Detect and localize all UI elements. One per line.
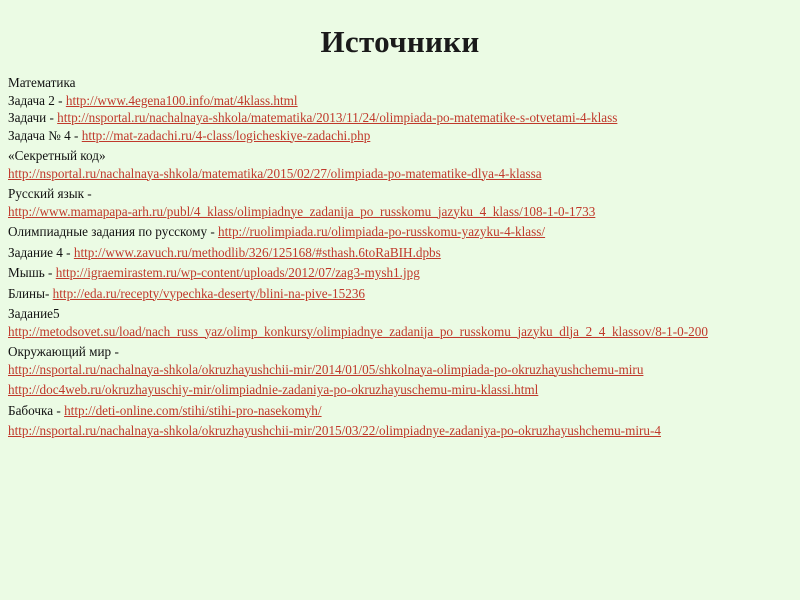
list-item <box>8 127 792 145</box>
list-item <box>8 402 792 420</box>
source-link[interactable]: http://eda.ru/recepty/vypechka-deserty/blini-na-pive-15236 <box>52 285 366 301</box>
source-label: Задача № 4 - <box>8 127 82 143</box>
list-item <box>8 361 792 379</box>
list-item <box>8 305 792 323</box>
page-title: Источники <box>320 24 480 59</box>
source-label: Задача 2 - <box>8 92 66 108</box>
list-item <box>8 109 792 127</box>
source-link[interactable]: http://www.zavuch.ru/methodlib/326/125168/#sthash.6toRaBIH.dpbs <box>73 244 441 260</box>
list-item <box>8 203 792 221</box>
list-item <box>8 74 792 92</box>
source-link[interactable]: http://metodsovet.su/load/nach_russ_yaz/olimp_konkursy/olimpiadnye_zadanija_po_russkomu_jazyku_dlja_2_4_klassov/8-1-0-200 <box>8 323 708 339</box>
source-link[interactable]: http://nsportal.ru/nachalnaya-shkola/matematika/2013/11/24/olimpiada-po-matematike-s-otvetami-4-klass <box>57 110 618 125</box>
list-item <box>8 285 792 303</box>
source-label: «Секретный код» <box>8 148 106 163</box>
list-item <box>8 244 792 262</box>
list-item <box>8 165 792 183</box>
source-link[interactable]: http://igraemirastem.ru/wp-content/uploads/2012/07/zag3-mysh1.jpg <box>55 265 420 280</box>
source-label: Бабочка - <box>8 402 65 418</box>
list-item <box>8 264 792 282</box>
source-link[interactable]: http://doc4web.ru/okruzhayuschiy-mir/olimpiadnie-zadaniya-po-okruzhayuschemu-miru-klassi.html <box>8 382 539 397</box>
source-link[interactable]: http://ruolimpiada.ru/olimpiada-po-russkomu-yazyku-4-klass/ <box>218 224 546 239</box>
source-label: Задачи - <box>8 110 58 125</box>
list-item <box>8 422 792 440</box>
source-label: Задание 4 - <box>8 244 74 260</box>
source-label: Мышь - <box>8 265 56 280</box>
source-label: Окружающий мир - <box>8 344 119 359</box>
source-link[interactable]: http://www.mamapapa-arh.ru/publ/4_klass/olimpiadnye_zadanija_po_russkomu_jazyku_4_klass/108-1-0-1733 <box>8 203 596 219</box>
list-item <box>8 381 792 399</box>
list-item <box>8 185 792 203</box>
list-item <box>8 323 792 341</box>
list-item <box>8 147 792 165</box>
list-item <box>8 92 792 110</box>
source-label: Блины- <box>8 285 53 301</box>
source-link[interactable]: http://nsportal.ru/nachalnaya-shkola/matematika/2015/02/27/olimpiada-po-matematike-dlya-4-klassa <box>8 165 542 181</box>
source-link[interactable]: http://mat-zadachi.ru/4-class/logicheskiye-zadachi.php <box>81 127 371 143</box>
source-label: Олимпиадные задания по русскому - <box>8 224 219 239</box>
source-label: Математика <box>8 75 76 90</box>
source-label: Задание5 <box>8 306 60 321</box>
source-link[interactable]: http://deti-online.com/stihi/stihi-pro-nasekomyh/ <box>64 402 322 418</box>
source-label: Русский язык - <box>8 186 92 201</box>
list-item <box>8 343 792 361</box>
list-item <box>8 223 792 241</box>
source-link[interactable]: http://www.4egena100.info/mat/4klass.html <box>65 92 298 108</box>
source-link[interactable]: http://nsportal.ru/nachalnaya-shkola/okruzhayushchii-mir/2014/01/05/shkolnaya-olimpiada-po-okruzhayushchemu-miru <box>8 361 644 377</box>
sources-list <box>0 60 800 440</box>
source-link[interactable]: http://nsportal.ru/nachalnaya-shkola/okruzhayushchii-mir/2015/03/22/olimpiadnye-zadaniya-po-okruzhayushchemu-miru-4 <box>8 423 661 438</box>
